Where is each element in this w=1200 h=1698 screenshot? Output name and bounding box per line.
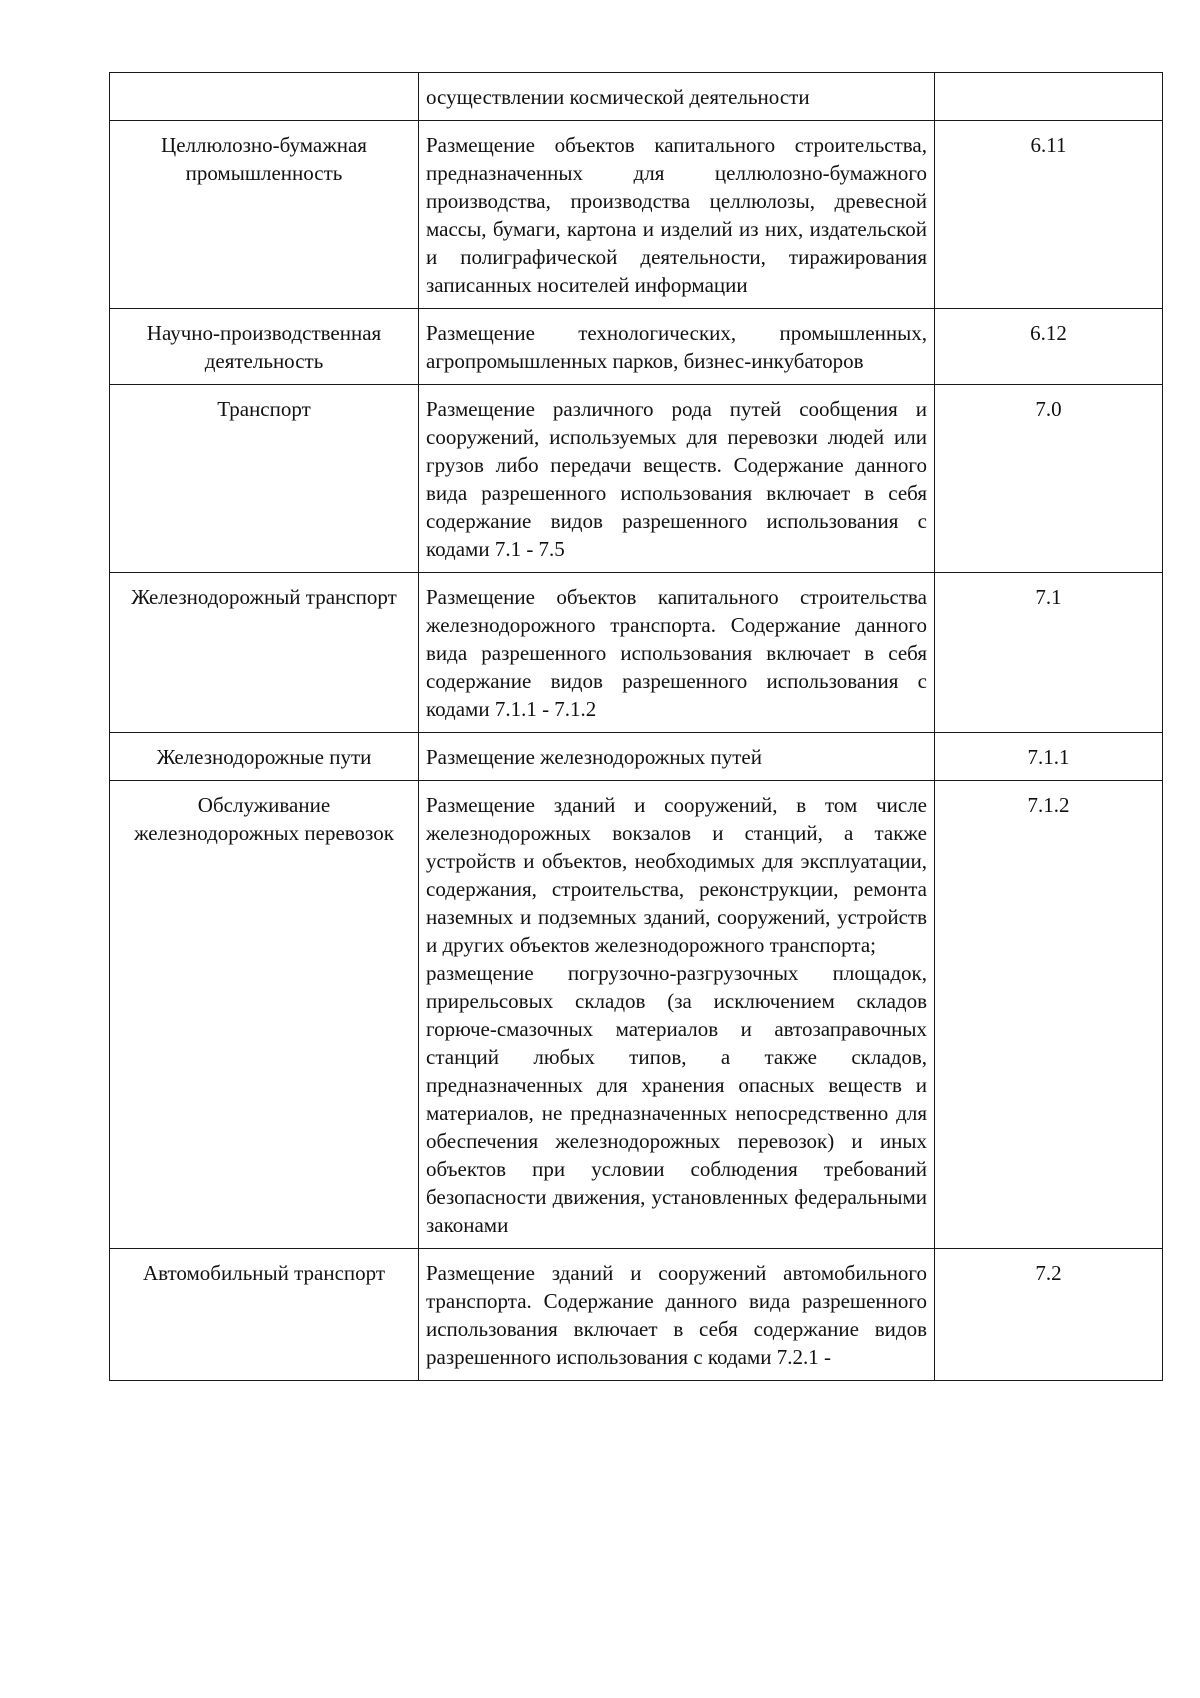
use-type-description — [419, 121, 935, 309]
use-type-name: Обслуживание железнодорожных перевозок — [110, 781, 419, 1249]
description-paragraph: осуществлении космической деятельности — [426, 85, 810, 109]
use-type-name: Железнодорожные пути — [110, 733, 419, 781]
use-type-code: 6.11 — [935, 121, 1163, 309]
use-type-name: Транспорт — [110, 385, 419, 573]
use-type-code: 7.2 — [935, 1249, 1163, 1381]
use-type-description — [419, 385, 935, 573]
description-paragraph: Размещение технологических, промышленных, агропромышленных парков, бизнес-инкубаторов — [426, 321, 927, 373]
table-row — [110, 573, 1163, 733]
description-paragraph: размещение погрузочно-разгрузочных площадок, прирельсовых складов (за исключением складов горюче-смазочных материалов и автозаправочных станций любых типов, а также складов, предназначенных для хранения опасных веществ и материалов, не предназначенных непосредственно для обеспечения железнодорожных перевозок) и иных объектов при условии соблюдения требований безопасности движения, установленных федеральными законами — [426, 961, 927, 1237]
use-type-description — [419, 573, 935, 733]
use-type-code: 7.1.1 — [935, 733, 1163, 781]
description-paragraph: Размещение зданий и сооружений, в том числе железнодорожных вокзалов и станций, а также устройств и объектов, необходимых для эксплуатации, содержания, строительства, реконструкции, ремонта наземных и подземных зданий, сооружений, устройств и других объектов железнодорожного транспорта; — [426, 793, 927, 957]
description-paragraph: Размещение железнодорожных путей — [426, 745, 762, 769]
use-type-code — [935, 73, 1163, 121]
use-type-description — [419, 781, 935, 1249]
use-type-name: Автомобильный транспорт — [110, 1249, 419, 1381]
use-type-name: Целлюлозно-бумажная промышленность — [110, 121, 419, 309]
description-paragraph: Размещение зданий и сооружений автомобильного транспорта. Содержание данного вида разрешенного использования включает в себя содержание видов разрешенного использования с кодами 7.2.1 - — [426, 1261, 927, 1369]
use-type-description — [419, 1249, 935, 1381]
description-paragraph: Размещение объектов капитального строительства, предназначенных для целлюлозно-бумажного производства, производства целлюлозы, древесной массы, бумаги, картона и изделий из них, издательской и полиграфической деятельности, тиражирования записанных носителей информации — [426, 133, 927, 297]
use-type-description — [419, 73, 935, 121]
land-use-table — [109, 72, 1163, 1381]
table-row — [110, 309, 1163, 385]
use-type-code: 7.0 — [935, 385, 1163, 573]
table-row — [110, 121, 1163, 309]
use-type-code: 7.1 — [935, 573, 1163, 733]
table-row — [110, 733, 1163, 781]
table-row — [110, 781, 1163, 1249]
use-type-code: 6.12 — [935, 309, 1163, 385]
table-row — [110, 1249, 1163, 1381]
table-row — [110, 385, 1163, 573]
use-type-name: Железнодорожный транспорт — [110, 573, 419, 733]
description-paragraph: Размещение объектов капитального строительства железнодорожного транспорта. Содержание данного вида разрешенного использования включает в себя содержание видов разрешенного использования с кодами 7.1.1 - 7.1.2 — [426, 585, 927, 721]
description-paragraph: Размещение различного рода путей сообщения и сооружений, используемых для перевозки людей или грузов либо передачи веществ. Содержание данного вида разрешенного использования включает в себя содержание видов разрешенного использования с кодами 7.1 - 7.5 — [426, 397, 927, 561]
use-type-name: Научно-производственная деятельность — [110, 309, 419, 385]
table-row — [110, 73, 1163, 121]
use-type-code: 7.1.2 — [935, 781, 1163, 1249]
use-type-description — [419, 733, 935, 781]
use-type-name — [110, 73, 419, 121]
use-type-description — [419, 309, 935, 385]
